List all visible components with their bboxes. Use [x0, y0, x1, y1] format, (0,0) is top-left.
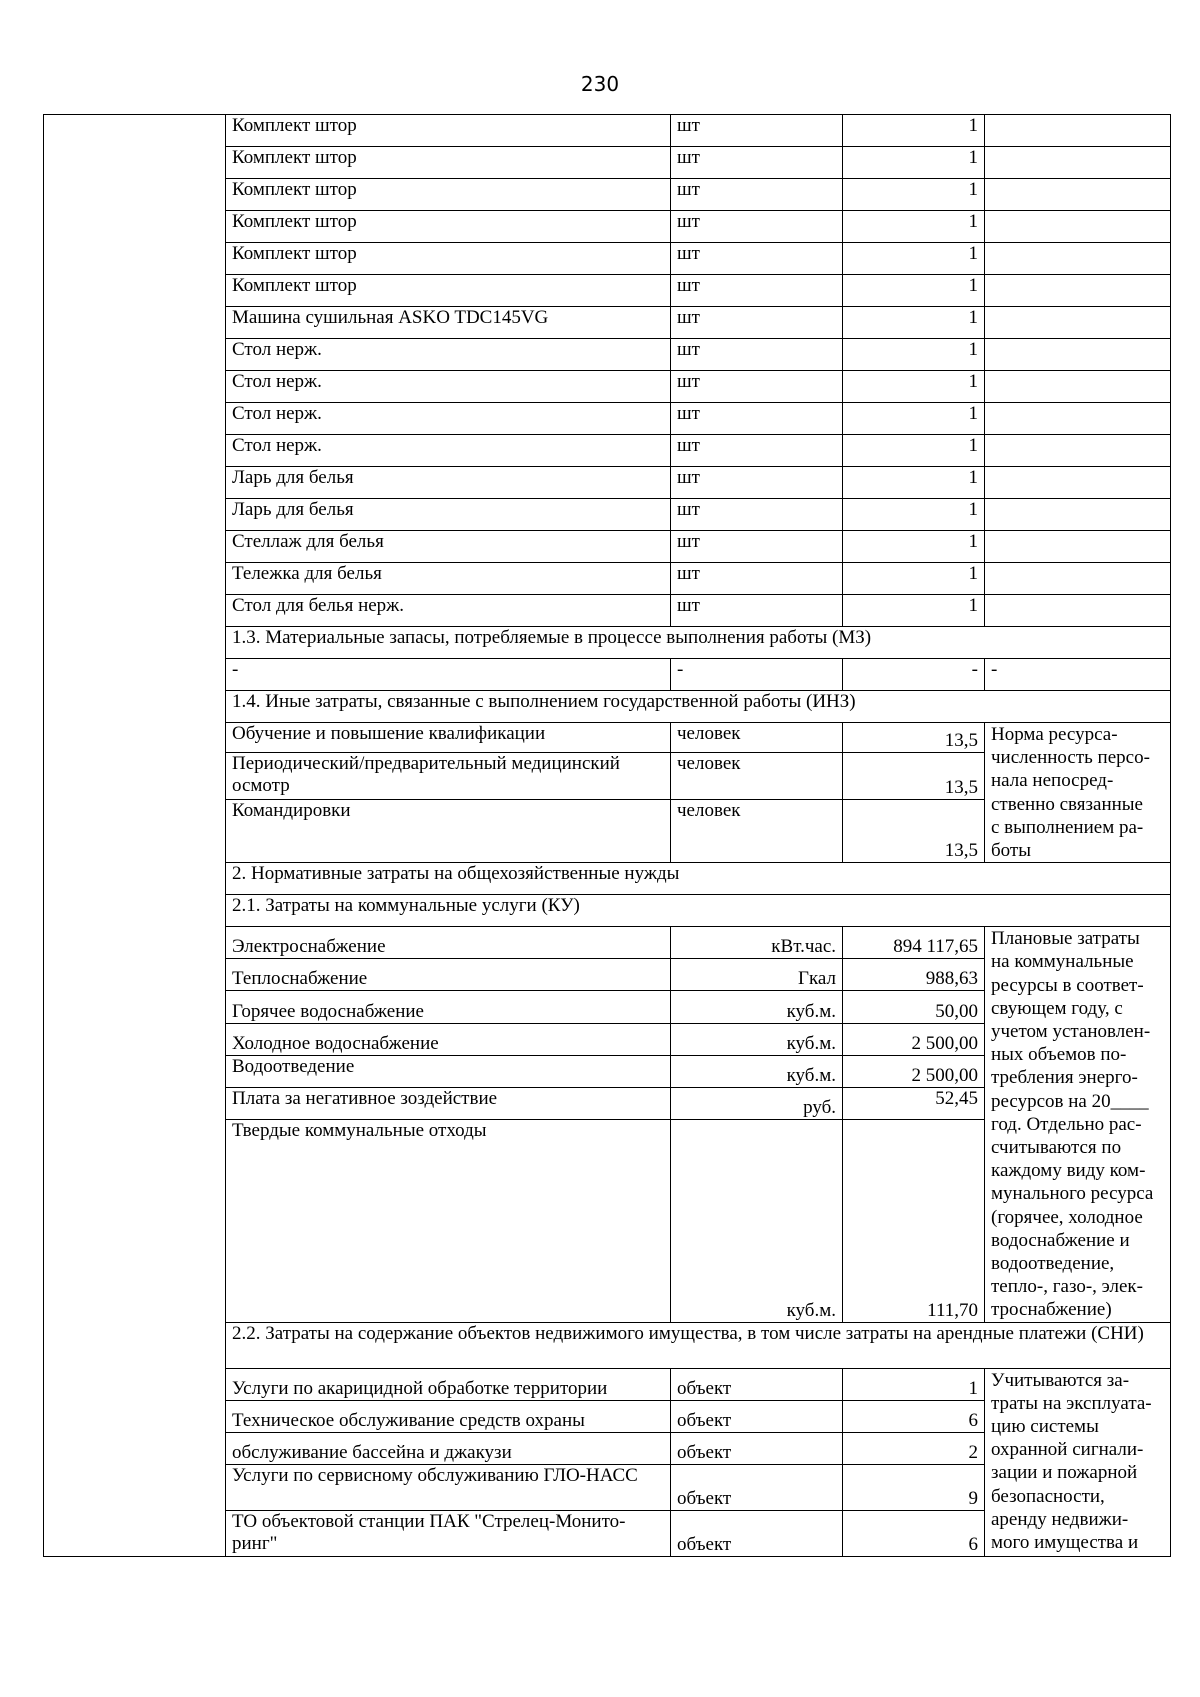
item-name: - [226, 659, 671, 691]
item-unit: объект [671, 1368, 843, 1400]
item-note [985, 275, 1171, 307]
item-name: Холодное водоснабжение [226, 1023, 671, 1055]
item-note [985, 115, 1171, 147]
norms-table [43, 114, 1171, 1557]
item-qty: 1 [843, 595, 985, 627]
section-2-1-title: 2.1. Затраты на коммунальные услуги (КУ) [226, 895, 1171, 927]
item-qty: 1 [843, 115, 985, 147]
item-unit: шт [671, 115, 843, 147]
item-qty: 1 [843, 467, 985, 499]
item-name: Стол нерж. [226, 403, 671, 435]
item-unit: человек [671, 723, 843, 753]
item-unit: - [671, 659, 843, 691]
item-unit: шт [671, 243, 843, 275]
item-unit: шт [671, 147, 843, 179]
item-qty: 1 [843, 243, 985, 275]
section-1-3-title: 1.3. Материальные запасы, потребляемые в процессе выполнения работы (МЗ) [226, 627, 1171, 659]
section-2-2-title: 2.2. Затраты на содержание объектов недвижимого имущества, в том числе затраты на арендные платежи (СНИ) [226, 1322, 1171, 1368]
item-qty: 6 [843, 1400, 985, 1432]
item-qty: 1 [843, 339, 985, 371]
item-unit: шт [671, 339, 843, 371]
item-qty: 1 [843, 211, 985, 243]
section-2-1-note: Плановые затраты на коммунальные ресурсы в соответ- свующем году, с учетом установлен- ных объемов по- требления энерго- ресурсов на 20____ год. Отдельно рас- считываются по каждому виду ком- мунального ресурса (горячее, холодное водоснабжение и водоотведение, тепло-, газо-, элек- троснабжение) [985, 927, 1171, 1322]
table-row [44, 115, 1171, 147]
item-qty: 50,00 [843, 991, 985, 1023]
item-name: Водоотведение [226, 1055, 671, 1087]
item-name: ТО объектовой станции ПАК "Стрелец-Монито-ринг" [226, 1510, 671, 1556]
item-unit: объект [671, 1432, 843, 1464]
item-unit: шт [671, 531, 843, 563]
item-note [985, 339, 1171, 371]
item-note [985, 403, 1171, 435]
item-name: Ларь для белья [226, 499, 671, 531]
item-qty: 1 [843, 435, 985, 467]
item-qty: 1 [843, 499, 985, 531]
item-name: Обучение и повышение квалификации [226, 723, 671, 753]
item-unit: шт [671, 435, 843, 467]
item-name: Комплект штор [226, 115, 671, 147]
item-note [985, 435, 1171, 467]
item-qty: 13,5 [843, 723, 985, 753]
item-note [985, 147, 1171, 179]
item-qty: 1 [843, 1368, 985, 1400]
item-qty: - [843, 659, 985, 691]
item-name: Техническое обслуживание средств охраны [226, 1400, 671, 1432]
item-qty: 1 [843, 531, 985, 563]
item-name: Теплоснабжение [226, 959, 671, 991]
item-qty: 1 [843, 179, 985, 211]
item-unit: объект [671, 1400, 843, 1432]
item-qty: 13,5 [843, 800, 985, 863]
item-qty: 894 117,65 [843, 927, 985, 959]
item-unit: шт [671, 307, 843, 339]
item-name: Стеллаж для белья [226, 531, 671, 563]
item-unit: Гкал [671, 959, 843, 991]
item-qty: 52,45 [843, 1087, 985, 1119]
item-qty: 9 [843, 1464, 985, 1510]
item-unit: объект [671, 1510, 843, 1556]
item-note [985, 307, 1171, 339]
item-qty: 13,5 [843, 753, 985, 800]
item-note [985, 179, 1171, 211]
item-unit: шт [671, 467, 843, 499]
item-note [985, 563, 1171, 595]
item-note [985, 371, 1171, 403]
item-name: Комплект штор [226, 179, 671, 211]
item-unit: куб.м. [671, 1023, 843, 1055]
item-note [985, 211, 1171, 243]
item-qty: 6 [843, 1510, 985, 1556]
item-unit: шт [671, 403, 843, 435]
item-unit: объект [671, 1464, 843, 1510]
item-qty: 2 500,00 [843, 1023, 985, 1055]
page-number: 230 [580, 72, 620, 96]
item-note [985, 243, 1171, 275]
item-note: - [985, 659, 1171, 691]
section-1-4-title: 1.4. Иные затраты, связанные с выполнением государственной работы (ИНЗ) [226, 691, 1171, 723]
item-name: Машина сушильная ASKO TDC145VG [226, 307, 671, 339]
item-unit: шт [671, 595, 843, 627]
item-name: Стол для белья нерж. [226, 595, 671, 627]
item-qty: 1 [843, 563, 985, 595]
item-name: Периодический/предварительный медицинский осмотр [226, 753, 671, 800]
item-name: Плата за негативное зоздействие [226, 1087, 671, 1119]
item-unit: руб. [671, 1087, 843, 1119]
item-unit: шт [671, 211, 843, 243]
item-note [985, 595, 1171, 627]
item-qty: 1 [843, 371, 985, 403]
empty-left-column [44, 115, 226, 1557]
item-unit: куб.м. [671, 991, 843, 1023]
section-2-title: 2. Нормативные затраты на общехозяйственные нужды [226, 863, 1171, 895]
item-unit: шт [671, 563, 843, 595]
section-1-4-note: Норма ресурса- численность персо- нала непосред- ственно связанные с выполнением ра- боты [985, 723, 1171, 863]
item-name: Стол нерж. [226, 435, 671, 467]
item-name: Комплект штор [226, 147, 671, 179]
item-name: Комплект штор [226, 243, 671, 275]
item-unit: человек [671, 800, 843, 863]
item-name: Ларь для белья [226, 467, 671, 499]
item-note [985, 467, 1171, 499]
item-name: Услуги по акарицидной обработке территории [226, 1368, 671, 1400]
item-qty: 988,63 [843, 959, 985, 991]
item-unit: шт [671, 499, 843, 531]
item-unit: человек [671, 753, 843, 800]
item-qty: 111,70 [843, 1119, 985, 1322]
item-name: Комплект штор [226, 211, 671, 243]
item-name: Стол нерж. [226, 339, 671, 371]
item-qty: 2 [843, 1432, 985, 1464]
item-unit: кВт.час. [671, 927, 843, 959]
item-name: обслуживание бассейна и джакузи [226, 1432, 671, 1464]
item-qty: 1 [843, 147, 985, 179]
item-qty: 1 [843, 307, 985, 339]
item-unit: куб.м. [671, 1119, 843, 1322]
item-name: Твердые коммунальные отходы [226, 1119, 671, 1322]
item-name: Стол нерж. [226, 371, 671, 403]
item-name: Командировки [226, 800, 671, 863]
item-name: Горячее водоснабжение [226, 991, 671, 1023]
section-2-2-note: Учитываются за- траты на эксплуата- цию системы охранной сигнали- зации и пожарной безопасности, аренду недвижи- мого имущества и [985, 1368, 1171, 1556]
item-name: Услуги по сервисному обслуживанию ГЛО-НАСС [226, 1464, 671, 1510]
item-name: Электроснабжение [226, 927, 671, 959]
item-qty: 1 [843, 275, 985, 307]
item-note [985, 531, 1171, 563]
item-qty: 1 [843, 403, 985, 435]
item-note [985, 499, 1171, 531]
item-unit: шт [671, 179, 843, 211]
item-unit: шт [671, 275, 843, 307]
item-qty: 2 500,00 [843, 1055, 985, 1087]
item-unit: шт [671, 371, 843, 403]
item-name: Тележка для белья [226, 563, 671, 595]
item-name: Комплект штор [226, 275, 671, 307]
item-unit: куб.м. [671, 1055, 843, 1087]
